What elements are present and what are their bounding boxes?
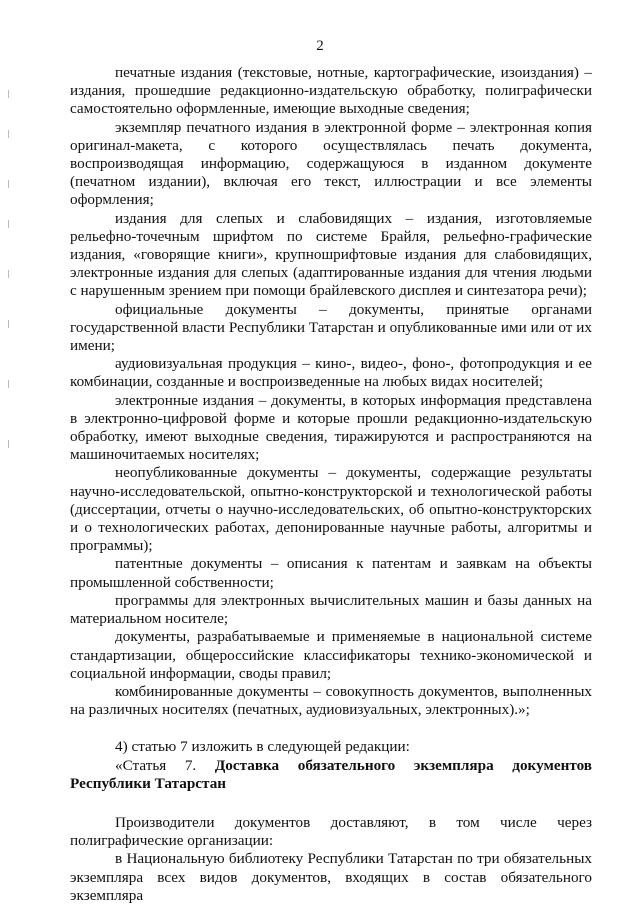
paragraph-combined: комбинированные документы – совокупность документов, выполненных на различных носителях (печатных, аудиовизуальных, электронных).»; xyxy=(70,682,592,719)
paragraph-producers: Производители документов доставляют, в том числе через полиграфические организации: xyxy=(70,813,592,850)
item-4: 4) статью 7 изложить в следующей редакции: xyxy=(115,738,410,756)
paragraph-software: программы для электронных вычислительных машин и базы данных на материальном носителе; xyxy=(70,591,592,628)
paragraph-unpublished: неопубликованные документы – документы, содержащие результаты научно-исследовательской, опытно-конструкторской и технологической работы (диссертации, отчеты о научно-исследовательских, об опытно-конструкторских и о технологических работах, депонированные научные работы, алгоритмы и программы); xyxy=(70,464,592,555)
paragraph-blind-editions: издания для слепых и слабовидящих – издания, изготовляемые рельефно-точечным шрифтом по системе Брайля, рельефно-графические издания, «говорящие книги», крупношрифтовые издания для слабовидящих, электронные издания для слепых (адаптированные издания для чтения людьми с нарушенным зрением при помощи брайлевского дисплея и синтезатора речи); xyxy=(70,209,592,300)
paragraph-national-library: в Национальную библиотеку Республики Татарстан по три обязательных экземпляра всех видов документов, входящих в состав обязательного экземпляра xyxy=(70,850,592,904)
paragraph-electronic-editions: электронные издания – документы, в которых информация представлена в электронно-цифровой форме и которые прошли редакционно-издательскую обработку, имеют выходные сведения, тиражируются и распространяются на машиночитаемых носителях; xyxy=(70,391,592,464)
paragraph-standardization: документы, разрабатываемые и применяемые в национальной системе стандартизации, общероссийские классификаторы технико-экономической и социальной информации, своды правил; xyxy=(70,628,592,682)
paragraph-patent: патентные документы – описания к патентам и заявкам на объекты промышленной собственности; xyxy=(70,555,592,591)
paragraph-official-documents: официальные документы – документы, принятые органами государственной власти Республики Татарстан и опубликованные ими или от их имени; xyxy=(70,300,592,355)
paragraph-audiovisual: аудиовизуальная продукция – кино-, видео-, фоно-, фотопродукция и ее комбинации, созданные и воспроизведенные на любых видах носителей; xyxy=(70,355,592,391)
document-body xyxy=(70,64,592,905)
article-title: Доставка обязательного экземпляра документов Республики Татарстан xyxy=(70,756,592,792)
article-prefix: «Статья 7. xyxy=(115,756,215,774)
paragraph-electronic-copy: экземпляр печатного издания в электронной форме – электронная копия оригинал-макета, с которого осуществлялась печать документа, воспроизводящая информацию, содержащуюся в изданном документе (печатном издании), включая его текст, иллюстрации и все элементы оформления; xyxy=(70,118,592,209)
page-number: 2 xyxy=(316,38,324,54)
margin-marks xyxy=(8,80,10,480)
article-heading xyxy=(70,757,592,793)
paragraph-printed-editions: печатные издания (текстовые, нотные, картографические, изоиздания) – издания, прошедшие редакционно-издательскую обработку, полиграфически самостоятельно оформленные, имеющие выходные сведения; xyxy=(70,64,592,118)
